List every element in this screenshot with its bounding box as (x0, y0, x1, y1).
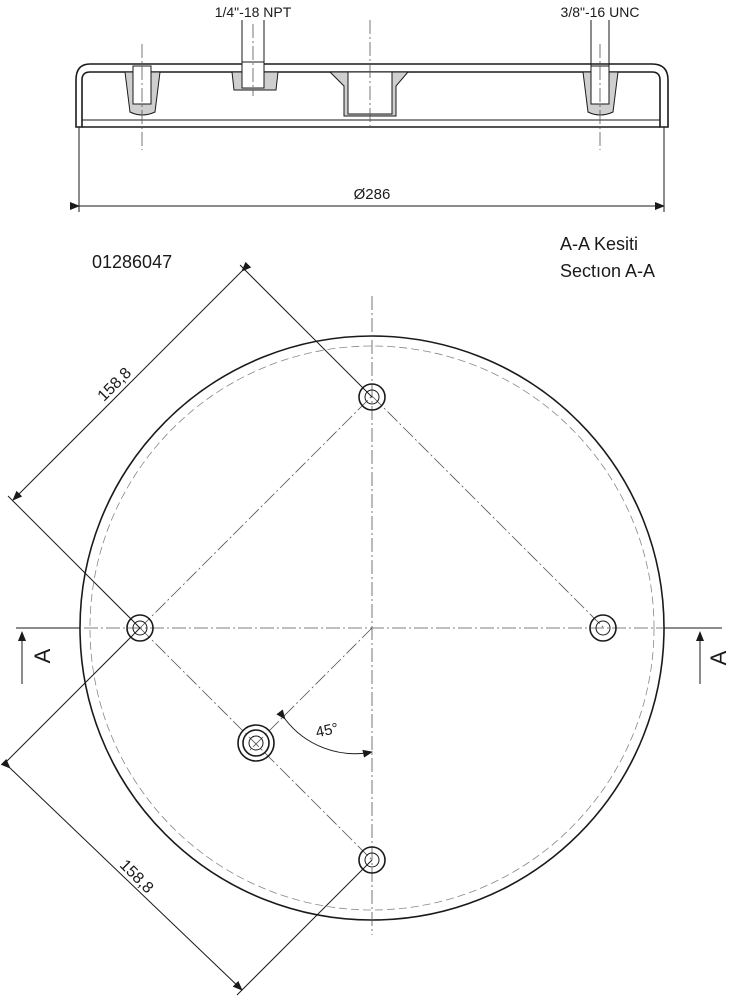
npt-port (238, 725, 274, 761)
lower-dim-line (10, 768, 242, 990)
section-title-turkish: A-A Kesiti (560, 234, 639, 254)
upper-dim-extension-2 (8, 496, 140, 628)
plan-view (5, 265, 731, 995)
unc-thread-label: 3/8"-16 UNC (560, 4, 640, 20)
npt-thread-label: 1/4"-18 NPT (214, 4, 292, 20)
section-marker-left-label: A (30, 648, 55, 664)
diagonal-centerline-c (372, 396, 604, 628)
upper-dimension-label: 158,8 (94, 364, 135, 405)
section-marker-left (16, 628, 80, 684)
lower-dim-extension-1 (5, 628, 140, 763)
diagonal-centerline-b (140, 396, 372, 628)
angle-label: 45° (314, 719, 340, 742)
upper-dim-extension-1 (240, 265, 372, 397)
section-marker-right-label: A (706, 650, 731, 666)
section-marker-right (664, 628, 731, 684)
part-number: 01286047 (92, 252, 173, 272)
lower-dimension-label: 158,8 (116, 856, 157, 897)
section-title-english: Sectıon A-A (560, 261, 656, 281)
diameter-label: Ø286 (353, 186, 391, 203)
upper-dim-line (13, 271, 242, 500)
lower-dim-extension-2 (237, 860, 372, 995)
diagonal-centerline-d (250, 628, 372, 750)
section-view (76, 4, 668, 212)
